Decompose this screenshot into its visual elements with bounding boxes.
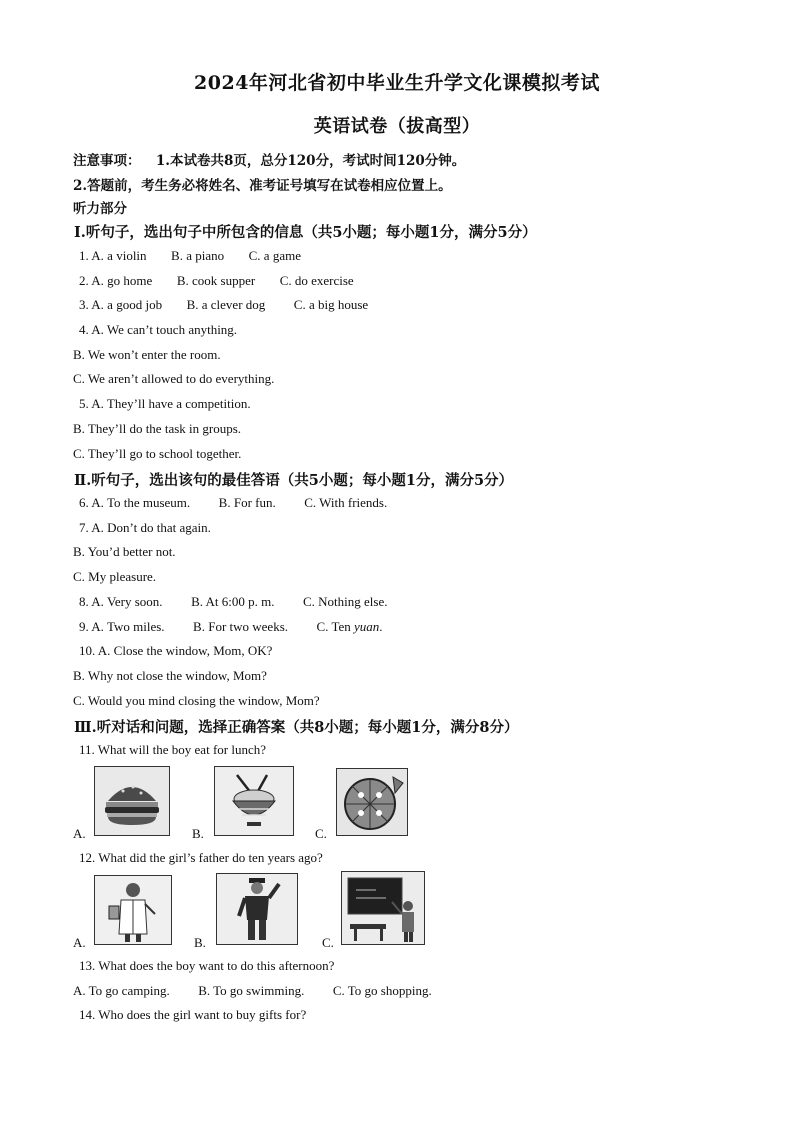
- q7-option-c: C. My pleasure.: [73, 569, 157, 584]
- q9-option-b: B. For two weeks.: [193, 619, 289, 634]
- question-9: [79, 619, 383, 635]
- q7-option-b: B. You’d better not.: [73, 544, 176, 559]
- q1-option-c: C. a game: [248, 248, 301, 263]
- q11-label-b: B.: [192, 826, 204, 841]
- q3-option-b: B. a clever dog: [186, 297, 266, 312]
- page-subtitle: 英语试卷（拔高型）: [313, 116, 481, 137]
- q3-number: 3.: [79, 297, 89, 312]
- q2-option-c: C. do exercise: [279, 273, 354, 288]
- section-2-heading: Ⅱ.听句子，选出该句的最佳答语（共5小题；每小题1分，满分5分）: [74, 472, 514, 489]
- q13-option-a: A. To go camping.: [73, 983, 170, 998]
- q10-option-c: C. Would you mind closing the window, Mom?: [73, 693, 320, 708]
- notes-line-1: [73, 149, 465, 169]
- q3-option-c: C. a big house: [293, 297, 369, 312]
- q4-option-b: B. We won’t enter the room.: [73, 347, 221, 362]
- q7-option-a: 7. A. Don’t do that again.: [79, 520, 211, 535]
- q11-question: 11. What will the boy eat for lunch?: [79, 742, 267, 757]
- teacher-picture: [341, 871, 425, 945]
- q9-option-a: A. Two miles.: [91, 619, 165, 634]
- section-3-heading: Ⅲ.听对话和问题，选择正确答案（共8小题；每小题1分，满分8分）: [74, 719, 519, 736]
- q12-label-a: A.: [73, 935, 86, 950]
- question-13-options: [73, 983, 432, 999]
- q10-option-b: B. Why not close the window, Mom?: [73, 668, 267, 683]
- page-title: 2024年河北省初中毕业生升学文化课模拟考试: [194, 72, 600, 94]
- q2-option-b: B. cook supper: [176, 273, 256, 288]
- q1-option-a: A. a violin: [91, 248, 147, 263]
- q9-number: 9.: [79, 619, 89, 634]
- q11-label-c: C.: [315, 826, 327, 841]
- q1-number: 1.: [79, 248, 89, 263]
- q12-label-c: C.: [322, 935, 334, 950]
- q3-option-a: A. a good job: [91, 297, 163, 312]
- q12-question: 12. What did the girl’s father do ten years ago?: [79, 850, 323, 865]
- q6-option-a: A. To the museum.: [91, 495, 191, 510]
- q2-number: 2.: [79, 273, 89, 288]
- q8-option-c: C. Nothing else.: [303, 594, 388, 609]
- notes-label: 注意事项：: [73, 153, 141, 169]
- q6-number: 6.: [79, 495, 89, 510]
- q6-option-b: B. For fun.: [218, 495, 276, 510]
- q8-number: 8.: [79, 594, 89, 609]
- pizza-picture: [336, 768, 408, 836]
- q13-question: 13. What does the boy want to do this afternoon?: [79, 958, 335, 973]
- q5-option-c: C. They’ll go to school together.: [73, 446, 242, 461]
- question-3: [79, 297, 368, 313]
- q5-option-a: 5. A. They’ll have a competition.: [79, 396, 251, 411]
- q12-label-b: B.: [194, 935, 206, 950]
- q9-option-c: C. Ten yuan.: [316, 619, 383, 634]
- police-officer-picture: [216, 873, 298, 945]
- q13-option-b: B. To go swimming.: [198, 983, 305, 998]
- hamburger-picture: [94, 766, 170, 836]
- q4-option-c: C. We aren’t allowed to do everything.: [73, 371, 275, 386]
- section-1-heading: Ⅰ.听句子，选出句子中所包含的信息（共5小题；每小题1分，满分5分）: [74, 224, 537, 241]
- q1-option-b: B. a piano: [171, 248, 225, 263]
- rice-bowl-picture: [214, 766, 294, 836]
- question-8: [79, 594, 388, 610]
- q10-option-a: 10. A. Close the window, Mom, OK?: [79, 643, 273, 658]
- q8-option-a: A. Very soon.: [91, 594, 163, 609]
- q5-option-b: B. They’ll do the task in groups.: [73, 421, 242, 436]
- note-1: 1.本试卷共8页，总分120分，考试时间120分钟。: [155, 153, 466, 169]
- q6-option-c: C. With friends.: [304, 495, 388, 510]
- question-2: [79, 273, 354, 289]
- q11-label-a: A.: [73, 826, 86, 841]
- q13-option-c: C. To go shopping.: [332, 983, 432, 998]
- doctor-picture: [94, 875, 172, 945]
- listening-label: 听力部分: [73, 201, 127, 217]
- q4-option-a: 4. A. We can’t touch anything.: [79, 322, 238, 337]
- note-2: 2.答题前，考生务必将姓名、准考证号填写在试卷相应位置上。: [73, 178, 452, 194]
- q8-option-b: B. At 6:00 p. m.: [191, 594, 275, 609]
- question-1: [79, 248, 301, 264]
- q14-question: 14. Who does the girl want to buy gifts for?: [79, 1007, 307, 1022]
- q2-option-a: A. go home: [91, 273, 153, 288]
- question-6: [79, 495, 387, 511]
